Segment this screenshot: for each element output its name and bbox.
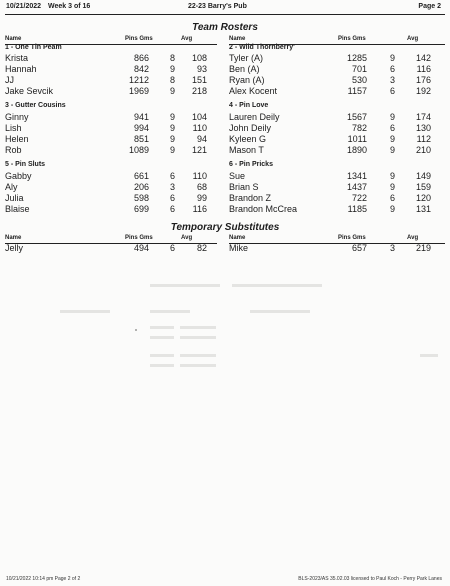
- player-games: 9: [169, 134, 175, 144]
- player-row: [229, 182, 445, 193]
- player-name: Ginny: [5, 112, 29, 122]
- player-pins: 598: [133, 193, 149, 203]
- sub-average: 219: [415, 243, 431, 253]
- player-games: 9: [389, 204, 395, 214]
- player-row: [229, 134, 445, 145]
- left-roster-column: [5, 42, 217, 215]
- sub-games: 6: [169, 243, 175, 253]
- player-row: [5, 75, 217, 86]
- substitute-row: [5, 243, 217, 254]
- player-pins: 1969: [128, 86, 149, 96]
- player-row: [229, 75, 445, 86]
- team-block: [229, 42, 445, 53]
- player-pins: 1157: [347, 86, 367, 96]
- team-name: 5 - Pin Sluts: [5, 161, 46, 168]
- player-name: Blaise: [5, 204, 30, 214]
- player-games: 6: [169, 193, 175, 203]
- player-pins: 994: [133, 123, 149, 133]
- player-pins: 701: [351, 64, 367, 74]
- player-pins: 842: [133, 64, 149, 74]
- sub-games: 3: [389, 243, 395, 253]
- col-avg: Avg: [181, 235, 193, 241]
- col-name: Name: [229, 36, 246, 42]
- player-pins: 1185: [347, 204, 367, 214]
- player-name: Kyleen G: [229, 134, 267, 144]
- player-games: 3: [169, 182, 175, 192]
- player-games: 9: [169, 64, 175, 74]
- col-avg: Avg: [407, 36, 419, 42]
- player-average: 120: [415, 193, 431, 203]
- col-pins-gms: Pins Gms: [125, 235, 153, 241]
- team-block: [5, 156, 217, 171]
- team-block: [229, 156, 445, 171]
- col-pins-gms: Pins Gms: [338, 235, 366, 241]
- player-average: 94: [196, 134, 207, 144]
- player-name: Hannah: [5, 64, 37, 74]
- player-average: 149: [415, 171, 431, 181]
- player-row: [5, 134, 217, 145]
- player-pins: 722: [351, 193, 367, 203]
- player-name: Jake Sevcik: [5, 86, 54, 96]
- sub-name: Jelly: [5, 243, 24, 253]
- player-row: [229, 112, 445, 123]
- player-games: 9: [169, 145, 175, 155]
- player-row: [5, 64, 217, 75]
- player-pins: 661: [133, 171, 149, 181]
- team-name: 3 - Gutter Cousins: [5, 102, 66, 109]
- player-pins: 866: [133, 53, 149, 63]
- player-name: Tyler (A): [229, 53, 264, 63]
- player-row: [5, 86, 217, 97]
- player-games: 9: [169, 86, 175, 96]
- player-name: Aly: [5, 182, 18, 192]
- player-average: 159: [415, 182, 431, 192]
- player-name: Krista: [5, 53, 29, 63]
- player-average: 104: [191, 112, 207, 122]
- team-name: 6 - Pin Pricks: [229, 161, 273, 168]
- player-name: Rob: [5, 145, 22, 155]
- player-games: 9: [389, 171, 395, 181]
- player-pins: 206: [133, 182, 149, 192]
- col-pins-gms: Pins Gms: [338, 36, 366, 42]
- player-name: Julia: [5, 193, 24, 203]
- player-name: Ben (A): [229, 64, 260, 74]
- col-name: Name: [229, 235, 246, 241]
- player-average: 110: [192, 123, 207, 133]
- player-row: [229, 171, 445, 182]
- substitute-row: [229, 243, 445, 254]
- team-rosters-title: Team Rosters: [192, 22, 258, 33]
- col-pins-gms: Pins Gms: [125, 36, 153, 42]
- col-avg: Avg: [181, 36, 193, 42]
- player-games: 9: [169, 123, 175, 133]
- player-pins: 1212: [128, 75, 149, 85]
- player-games: 9: [389, 182, 395, 192]
- player-pins: 941: [133, 112, 149, 122]
- player-name: Mason T: [229, 145, 264, 155]
- sub-pins: 494: [133, 243, 149, 253]
- player-row: [5, 123, 217, 134]
- player-row: [5, 182, 217, 193]
- player-pins: 699: [133, 204, 149, 214]
- player-games: 9: [389, 134, 395, 144]
- player-pins: 851: [133, 134, 149, 144]
- player-games: 8: [169, 53, 175, 63]
- player-row: [229, 145, 445, 156]
- player-pins: 1089: [128, 145, 149, 155]
- player-name: Lauren Deily: [229, 112, 280, 122]
- team-name: 2 - Wild Thornberry': [229, 44, 295, 51]
- player-row: [5, 193, 217, 204]
- player-games: 3: [389, 75, 395, 85]
- bleed-through-marks: [0, 270, 450, 400]
- player-name: Ryan (A): [229, 75, 265, 85]
- player-average: 93: [196, 64, 207, 74]
- player-average: 68: [196, 182, 207, 192]
- player-average: 112: [416, 134, 431, 144]
- league-name: 22-23 Barry's Pub: [188, 3, 247, 10]
- player-pins: 1011: [347, 134, 367, 144]
- player-row: [229, 86, 445, 97]
- player-row: [5, 171, 217, 182]
- player-name: Sue: [229, 171, 246, 181]
- player-games: 6: [169, 204, 175, 214]
- player-pins: 530: [351, 75, 367, 85]
- player-name: Brandon Z: [229, 193, 272, 203]
- license-notice: BLS-2023/AS 35.02.03 licensed to Paul Koch - Perry Park Lanes: [298, 576, 442, 582]
- team-name: 4 - Pin Love: [229, 102, 269, 109]
- player-games: 6: [389, 123, 395, 133]
- player-name: Brandon McCrea: [229, 204, 298, 214]
- page-number: Page 2: [418, 3, 441, 10]
- player-pins: 782: [351, 123, 367, 133]
- player-name: Lish: [5, 123, 22, 133]
- player-average: 176: [415, 75, 431, 85]
- sub-pins: 657: [351, 243, 367, 253]
- player-name: Gabby: [5, 171, 32, 181]
- player-average: 130: [415, 123, 431, 133]
- player-average: 218: [191, 86, 207, 96]
- player-average: 121: [191, 145, 207, 155]
- player-pins: 1890: [346, 145, 367, 155]
- player-name: Brian S: [229, 182, 259, 192]
- player-games: 6: [389, 86, 395, 96]
- player-games: 8: [169, 75, 175, 85]
- player-row: [229, 123, 445, 134]
- col-name: Name: [5, 235, 22, 241]
- player-games: 6: [169, 171, 175, 181]
- player-row: [229, 53, 445, 64]
- report-date: 10/21/2022: [6, 3, 42, 10]
- player-name: Alex Kocent: [229, 86, 278, 96]
- player-games: 9: [389, 145, 395, 155]
- player-row: [5, 204, 217, 215]
- player-games: 9: [389, 53, 395, 63]
- sub-name: Mike: [229, 243, 249, 253]
- player-row: [5, 145, 217, 156]
- player-games: 6: [389, 193, 395, 203]
- player-average: 110: [192, 171, 207, 181]
- player-row: [5, 112, 217, 123]
- player-row: [229, 64, 445, 75]
- player-average: 210: [415, 145, 431, 155]
- print-timestamp: 10/21/2022 10:14 pm Page 2 of 2: [6, 576, 81, 582]
- player-row: [229, 193, 445, 204]
- team-block: [5, 97, 217, 112]
- player-pins: 1341: [346, 171, 367, 181]
- player-average: 174: [415, 112, 431, 122]
- team-block: [229, 97, 445, 112]
- team-block: [5, 42, 217, 53]
- player-pins: 1285: [346, 53, 367, 63]
- player-average: 131: [415, 204, 431, 214]
- player-row: [229, 204, 445, 215]
- col-name: Name: [5, 36, 22, 42]
- player-average: 142: [415, 53, 431, 63]
- player-pins: 1437: [346, 182, 367, 192]
- team-name: 1 - One Tin Peam: [5, 44, 62, 51]
- player-games: 9: [389, 112, 395, 122]
- player-pins: 1567: [346, 112, 367, 122]
- player-row: [5, 53, 217, 64]
- player-average: 151: [191, 75, 207, 85]
- player-name: JJ: [5, 75, 14, 85]
- player-average: 108: [191, 53, 207, 63]
- player-games: 9: [169, 112, 175, 122]
- player-average: 116: [416, 64, 431, 74]
- player-games: 6: [389, 64, 395, 74]
- header-rule: [5, 14, 445, 15]
- player-name: John Deily: [229, 123, 272, 133]
- temporary-substitutes-title: Temporary Substitutes: [170, 222, 280, 233]
- player-average: 99: [196, 193, 207, 203]
- player-average: 116: [192, 204, 207, 214]
- player-name: Helen: [5, 134, 29, 144]
- sub-average: 82: [196, 243, 207, 253]
- col-avg: Avg: [407, 235, 419, 241]
- player-average: 192: [415, 86, 431, 96]
- right-roster-column: [229, 42, 445, 215]
- report-week: Week 3 of 16: [48, 3, 91, 10]
